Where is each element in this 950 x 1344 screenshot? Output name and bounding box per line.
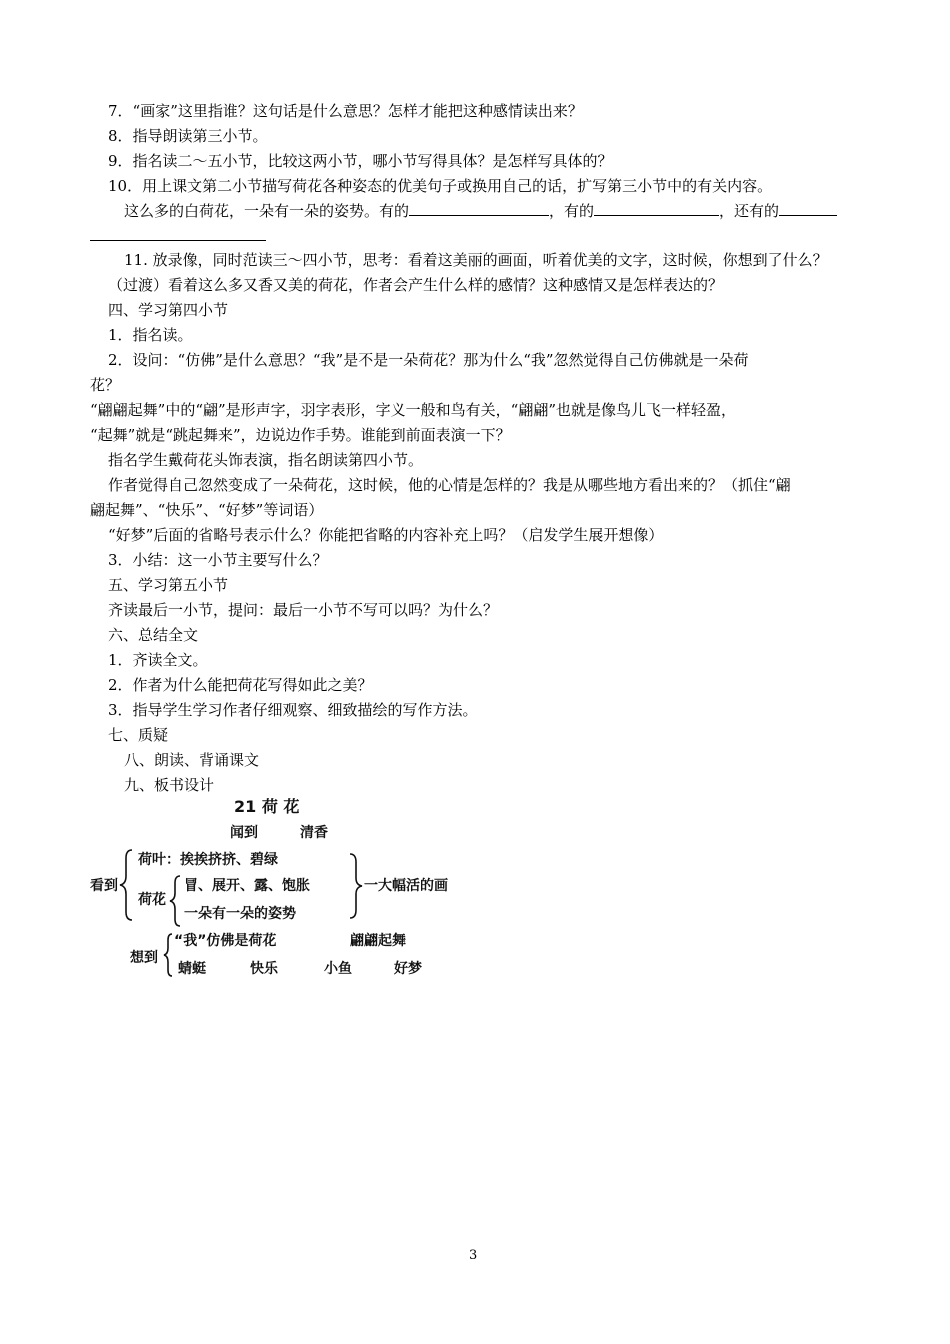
step-9: 9．指名读二～五小节，比较这两小节，哪小节写得具体？是怎样写具体的？	[108, 152, 613, 170]
fill-in-blank-1	[409, 201, 549, 216]
section-4-step-1: 1．指名读。	[108, 326, 193, 344]
qiwu-explanation: “起舞”就是“跳起舞来”，边说边作手势。谁能到前面表演一下？	[90, 426, 511, 444]
board-see-label: 看到	[90, 878, 118, 894]
board-flower-postures: 一朵有一朵的姿势	[184, 906, 296, 922]
section-4-step-2: 2．设问：“仿佛”是什么意思？“我”是不是一朵荷花？那为什么“我”忽然觉得自己仿佛就是一朵荷	[108, 351, 749, 369]
section-4-step-3: 3．小结：这一小节主要写什么？	[108, 551, 328, 569]
step-10: 10．用上课文第二小节描写荷花各种姿态的优美句子或换用自己的话，扩写第三小节中的有关内容。	[108, 177, 773, 195]
board-right-brace	[350, 854, 362, 918]
board-smell-label: 闻到	[230, 825, 258, 841]
section-6-heading: 六、总结全文	[108, 626, 199, 644]
board-see-brace	[120, 850, 132, 920]
step-7: 7．“画家”这里指谁？这句话是什么意思？怎样才能把这种感情读出来？	[108, 102, 583, 120]
board-flower-label: 荷花	[138, 892, 166, 908]
section-4-heading: 四、学习第四小节	[108, 301, 229, 319]
feeling-question: 作者觉得自己忽然变成了一朵荷花，这时候，他的心情是怎样的？我是从哪些地方看出来的？（抓住“翩	[108, 476, 791, 494]
step-8: 8．指导朗读第三小节。	[108, 127, 268, 145]
board-think-item-3: 蜻蜓	[178, 961, 206, 977]
section-5-text: 齐读最后一小节，提问：最后一小节不写可以吗？为什么？	[108, 601, 499, 619]
page-number: 3	[469, 1248, 478, 1263]
fill-in-part-3: ，还有的	[719, 202, 780, 220]
board-leaf-line: 荷叶：挨挨挤挤、碧绿	[138, 852, 278, 868]
feeling-question-cont: 翩起舞”、“快乐”、“好梦”等词语）	[90, 501, 324, 519]
board-think-item-6: 好梦	[394, 961, 422, 977]
board-flower-brace	[170, 876, 180, 926]
board-result: 一大幅活的画	[364, 878, 448, 894]
blackboard-design	[88, 792, 488, 992]
board-smell-value: 清香	[300, 825, 328, 841]
board-title: 21 荷 花	[234, 797, 300, 816]
fill-in-part-1: 这么多的白荷花，一朵有一朵的姿势。有的	[124, 202, 410, 220]
fill-in-blank-2	[594, 201, 719, 216]
fill-in-blank-continued	[90, 226, 266, 241]
fill-in-sentence	[124, 201, 837, 221]
board-think-item-5: 小鱼	[324, 961, 352, 977]
pianpian-explanation: “翩翩起舞”中的“翩”是形声字，羽字表形，字义一般和鸟有关，“翩翩”也就是像鸟儿飞一样轻盈，	[90, 401, 737, 419]
section-9-heading: 九、板书设计	[124, 776, 215, 794]
section-8-heading: 八、朗读、背诵课文	[124, 751, 260, 769]
section-6-step-3: 3．指导学生学习作者仔细观察、细致描绘的写作方法。	[108, 701, 478, 719]
board-think-item-2: 翩翩起舞	[350, 933, 406, 949]
board-think-label: 想到	[130, 950, 158, 966]
transition-question: （过渡）看着这么多又香又美的荷花，作者会产生什么样的感情？这种感情又是怎样表达的？	[108, 276, 724, 294]
performance-instruction: 指名学生戴荷花头饰表演，指名朗读第四小节。	[108, 451, 424, 469]
fill-in-blank-3	[779, 201, 837, 216]
section-7-heading: 七、质疑	[108, 726, 169, 744]
board-think-item-1: “我”仿佛是荷花	[174, 933, 277, 949]
section-4-step-2-cont: 花？	[90, 376, 121, 394]
section-5-heading: 五、学习第五小节	[108, 576, 229, 594]
fill-in-part-2: ，有的	[549, 202, 595, 220]
ellipsis-question: “好梦”后面的省略号表示什么？你能把省略的内容补充上吗？（启发学生展开想像）	[108, 526, 664, 544]
section-6-step-2: 2．作者为什么能把荷花写得如此之美？	[108, 676, 373, 694]
board-think-item-4: 快乐	[250, 961, 278, 977]
board-flower-actions: 冒、展开、露、饱胀	[184, 878, 310, 894]
board-think-brace	[164, 934, 172, 976]
section-6-step-1: 1．齐读全文。	[108, 651, 208, 669]
step-11: 11. 放录像，同时范读三～四小节，思考：看着这美丽的画面，听着优美的文字，这时候，你想到了什么？	[124, 251, 828, 269]
